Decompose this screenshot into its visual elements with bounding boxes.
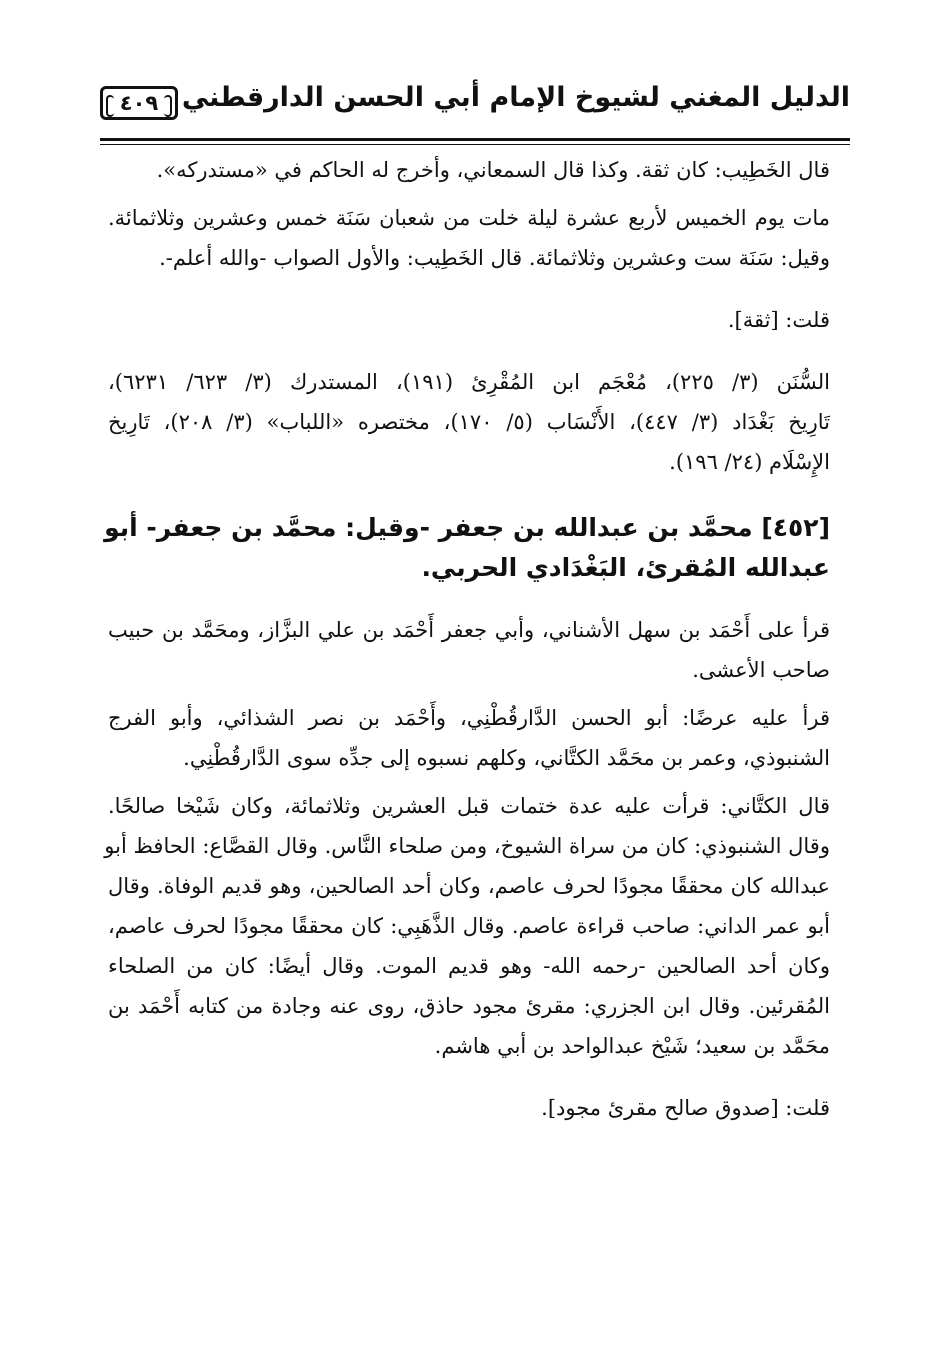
text-line: الشنبوذي، وعمر بن محَمَّد الكتَّاني، وكلهم نسبوه إلى جدِّه سوى الدَّارقُطْنِي. [183,746,830,770]
text-line: محَمَّد بن سعيد؛ شَيْخ عبدالواحد بن أبي هاشم. [434,1034,830,1058]
page-header [100,82,850,134]
page-body [104,150,830,1128]
paragraph-students [108,698,830,778]
text-line: أبو عمر الداني: صاحب قراءة عاصم. وقال الذَّهَبِي: كان محققًا مجودًا لحرف عاصم، [108,914,830,938]
page-number: ٤٠٩ [100,86,178,120]
heading-line: عبدالله المُقرئ، البَغْدَادي الحربي. [421,553,830,582]
text-line: المُقرئين. وقال ابن الجزري: مقرئ مجود حاذق، روى عنه وجادة من كتابه أَحْمَد بن [108,994,830,1018]
text-line: قال الكتَّاني: قرأت عليه عدة ختمات قبل العشرين وثلاثمائة، وكان شَيْخا صالحًا. [108,794,830,818]
text-line: وقيل: سَنَة ست وعشرين وثلاثمائة. قال الخَطِيب: والأول الصواب -والله أعلم-. [159,246,830,270]
text-line: السُّنَن (٣/ ٢٢٥)، مُعْجَم ابن المُقْرِئ (١٩١)، المستدرك (٣/ ٦٢٣/ ٦٢٣١)، [108,370,830,394]
paragraph-assessments [104,786,830,1066]
paragraph-khatib-note [108,150,830,190]
text-line: قرأ عليه عرضًا: أبو الحسن الدَّارقُطْنِي، وأَحْمَد بن نصر الشذائي، وأبو الفرج [108,706,830,730]
text-line: صاحب الأعشى. [692,658,830,682]
text-line: قال الخَطِيب: كان ثقة. وكذا قال السمعاني، وأخرج له الحاكم في «مستدركه». [156,158,830,182]
paragraph-death-date [108,198,830,278]
running-title: الدليل المغني لشيوخ الإمام أبي الحسن الدارقطني [181,82,850,113]
paragraph-sources [108,362,830,482]
text-line: مات يوم الخميس لأربع عشرة ليلة خلت من شعبان سَنَة خمس وعشرين وثلاثمائة. [108,206,830,230]
paragraph-final-verdict [108,1088,830,1128]
text-line: وكان أحد الصالحين -رحمه الله- وهو قديم الموت. وقال أيضًا: كان من الصلحاء [108,954,830,978]
text-line: الإِسْلَام (٢٤/ ١٩٦). [669,450,830,474]
heading-line: [٤٥٢] محمَّد بن عبدالله بن جعفر -وقيل: محمَّد بن جعفر- أبو [104,513,830,542]
text-line: عبدالله كان محققًا مجودًا لحرف عاصم، وكان أحد الصالحين، وهو قديم الوفاة. وقال [108,874,830,898]
text-line: تَارِيخ بَغْدَاد (٣/ ٤٤٧)، الأَنْسَاب (٥/ ١٧٠)، مختصره «اللباب» (٣/ ٢٠٨)، تَارِيخ [108,410,830,434]
paragraph-verdict [108,300,830,340]
text-line: قلت: [صدوق صالح مقرئ مجود]. [541,1096,830,1120]
text-line: قرأ على أَحْمَد بن سهل الأشناني، وأبي جعفر أَحْمَد بن علي البزَّاز، ومحَمَّد بن حبيب [108,618,830,642]
header-rule [100,138,850,141]
text-line: وقال الشنبوذي: كان من سراة الشيوخ، ومن صلحاء النَّاس. وقال القصَّاع: الحافظ أبو [104,834,830,858]
entry-heading [104,508,830,588]
text-line: قلت: [ثقة]. [727,308,830,332]
paragraph-teachers [108,610,830,690]
